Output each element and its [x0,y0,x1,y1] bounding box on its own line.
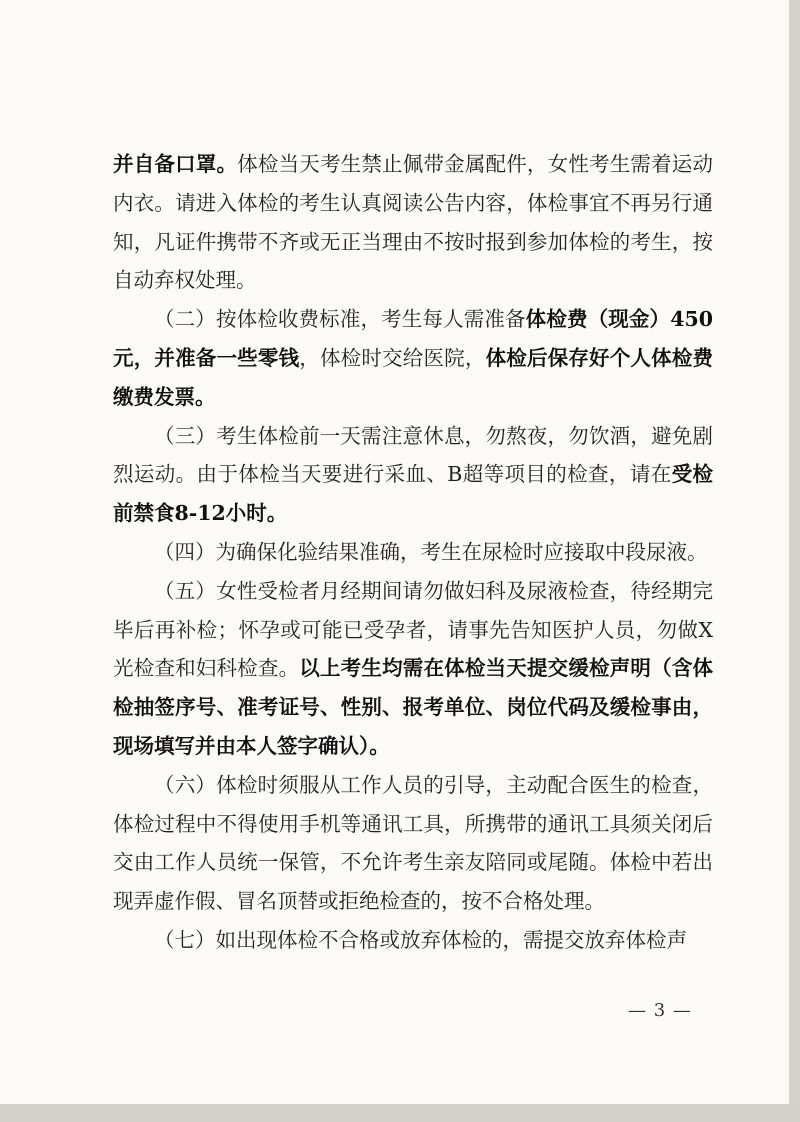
paragraph-continuation [113,145,713,300]
paragraph-1-segment-2: 体检当天考生禁止佩带金属配件，女性考生需着运动内衣。请进入体检的考生认真阅读公告内容，体检事宜不再另行通知，凡证件携带不齐或无正当理由不按时报到参加体检的考生，按自动弃权处理。 [113,152,714,293]
paragraph-2-segment-3: ，体检时交给医院， [299,345,486,370]
paragraph-3-segment-2: 受检前禁食8-12小时。 [113,462,713,526]
scan-bottom-edge [0,1104,800,1122]
paragraph-exam-conduct [113,766,713,921]
paragraph-6-segment-1: （六）体检时须服从工作人员的引导，主动配合医生的检查，体检过程中不得使用手机等通讯工具，所携带的通讯工具须关闭后交由工作人员统一保管，不允许考生亲友陪同或尾随。体检中若出现弄虚作假、冒名顶替或拒绝检查的，按不合格处理。 [113,772,713,914]
paragraph-female-exam [113,572,713,766]
paragraph-5-segment-2: 以上考生均需在体检当天提交缓检声明（含体检抽签序号、准考证号、性别、报考单位、岗位代码及缓检事由，现场填写并由本人签字确认）。 [113,656,714,758]
paragraph-5-segment-1: （五）女性受检者月经期间请勿做妇科及尿液检查，待经期完毕后再补检；怀孕或可能已受孕者，请事先告知医护人员，勿做X光检查和妇科检查。 [113,578,713,681]
paragraph-rest-and-fasting [113,417,713,533]
scan-right-edge [789,0,800,1122]
paragraph-urine-test [113,533,713,572]
paragraph-2-segment-1: （二）按体检收费标准，考生每人需准备 [154,307,526,332]
document-text [113,145,713,960]
paragraph-7-segment-1: （七）如出现体检不合格或放弃体检的，需提交放弃体检声 [154,927,687,952]
paragraph-3-segment-1: （三）考生体检前一天需注意休息，勿熬夜，勿饮酒，避免剧烈运动。由于体检当天要进行采血、B超等项目的检查，请在 [113,423,713,487]
paragraph-fee [113,300,713,416]
paragraph-1-segment-1: 并自备口罩。 [113,152,238,176]
paragraph-2-segment-4: 体检后保存好个人体检费缴费发票。 [113,345,714,409]
page-number: — 3 — [628,1000,692,1021]
paragraph-4-segment-1: （四）为确保化验结果准确，考生在尿检时应接取中段尿液。 [154,539,708,564]
paragraph-withdrawal [113,921,713,960]
paragraph-2-segment-2: 体检费（现金）450元，并准备一些零钱 [113,307,714,370]
